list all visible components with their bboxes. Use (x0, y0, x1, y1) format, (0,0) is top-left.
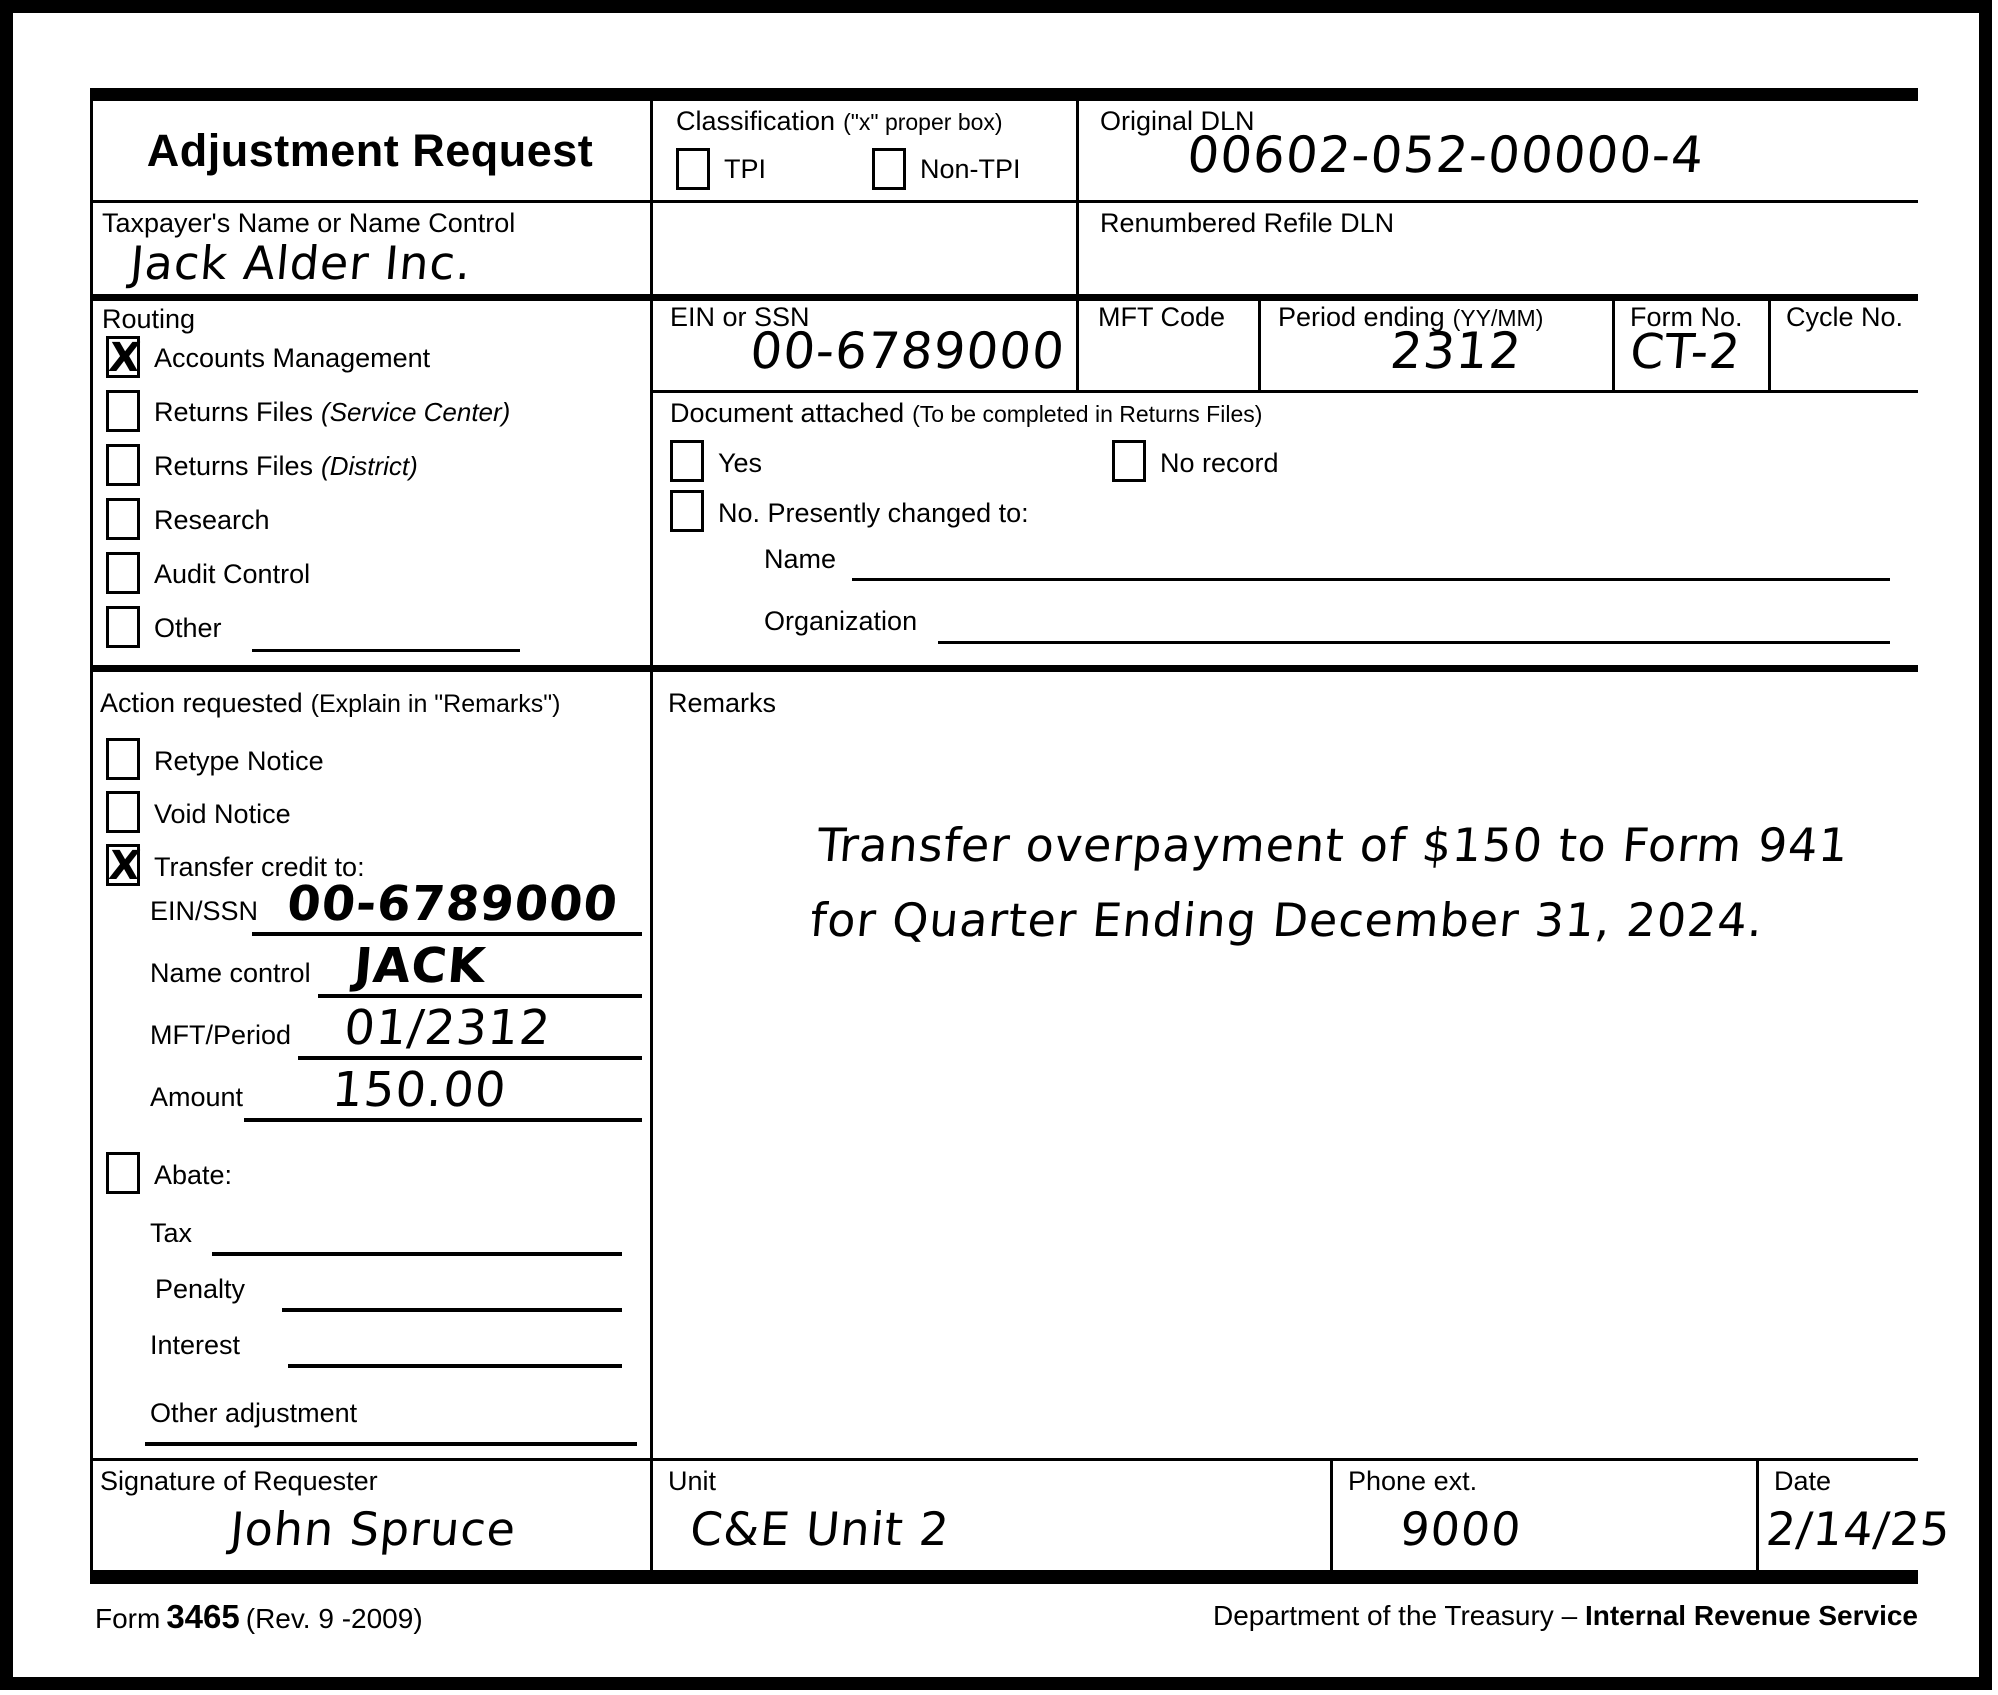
rule-einrow-bottom (650, 390, 1918, 393)
tpi-label: TPI (724, 154, 767, 184)
classification-label: Classification (676, 106, 836, 136)
abate-penalty-label: Penalty (155, 1274, 246, 1304)
phone-ext-label: Phone ext. (1348, 1466, 1478, 1496)
transfer-credit-checkbox[interactable] (106, 843, 143, 889)
routing-checkbox-other[interactable] (106, 606, 140, 648)
remarks-label: Remarks (668, 688, 777, 718)
routing-other-field[interactable] (252, 649, 520, 652)
abate-checkbox[interactable] (106, 1152, 140, 1194)
mft-period-value: 01/2312 (342, 1000, 554, 1056)
footer-revision: (Rev. 9 -2009) (245, 1603, 423, 1634)
doc-name-label: Name (764, 544, 837, 574)
mft-period-field[interactable] (298, 1056, 642, 1060)
name-control-value: JACK (352, 938, 489, 994)
classification-header (676, 106, 1003, 137)
abate-interest-label: Interest (150, 1330, 241, 1360)
ein-ssn-label: EIN or SSN (670, 302, 810, 332)
routing-item-research (154, 505, 270, 536)
non-tpi-checkbox[interactable] (872, 148, 906, 190)
routing-checkbox-accounts-management[interactable] (106, 335, 143, 381)
rule-dln-divider (1076, 88, 1079, 393)
name-control-field[interactable] (318, 994, 642, 998)
rule-left-border (90, 88, 93, 1584)
footer-irs: Internal Revenue Service (1584, 1600, 1918, 1631)
document-attached-header (670, 398, 1262, 429)
classification-note: ("x" proper box) (843, 109, 1003, 135)
rule-row2-bottom (90, 294, 1918, 301)
routing-checkbox-audit-control[interactable] (106, 552, 140, 594)
routing-label: Routing (102, 304, 196, 334)
routing-item-note: (District) (321, 451, 418, 481)
routing-mark-accounts-management: X (106, 335, 143, 381)
unit-value: C&E Unit 2 (688, 1502, 952, 1556)
action-requested-label: Action requested (100, 688, 303, 718)
void-notice-checkbox[interactable] (106, 791, 140, 833)
signature-of-requester-label: Signature of Requester (100, 1466, 378, 1496)
date-label: Date (1774, 1466, 1832, 1496)
period-ending-value: 2312 (1388, 322, 1525, 380)
other-adjustment-label: Other adjustment (150, 1398, 358, 1428)
transfer-credit-checkbox-mark: X (106, 843, 143, 889)
transfer-credit-label: Transfer credit to: (154, 852, 365, 882)
retype-notice-checkbox[interactable] (106, 738, 140, 780)
rule-top-thick (90, 88, 1918, 101)
amount-label: Amount (150, 1082, 244, 1112)
routing-item-label: Other (154, 613, 222, 643)
rule-bottom-thick (90, 1570, 1918, 1584)
rule-column-divider (650, 88, 653, 1584)
ein-ssn-value: 00-6789000 (748, 322, 1068, 380)
name-control-label: Name control (150, 958, 311, 988)
signature-of-requester-value: John Spruce (228, 1502, 519, 1556)
routing-item-returns-files-service-center (154, 397, 510, 428)
footer-form-id (95, 1598, 423, 1636)
void-notice-label: Void Notice (154, 799, 291, 829)
taxpayer-name-value: Jack Alder Inc. (128, 236, 474, 290)
abate-penalty-field[interactable] (282, 1308, 622, 1312)
rule-period-divider (1612, 294, 1615, 393)
doc-no-record-checkbox[interactable] (1112, 440, 1146, 482)
doc-no-changed-checkbox[interactable] (670, 490, 704, 532)
remarks-line-1: Transfer overpayment of $150 to Form 941 (815, 818, 1852, 872)
routing-item-label: Research (154, 505, 270, 535)
period-ending-label: Period ending (1278, 302, 1445, 332)
rule-formno-divider (1768, 294, 1771, 393)
routing-item-returns-files-district (154, 451, 418, 482)
routing-item-other (154, 613, 222, 644)
renumbered-refile-dln-label: Renumbered Refile DLN (1100, 208, 1395, 238)
rule-phone-divider (1756, 1458, 1759, 1570)
date-value: 2/14/25 (1764, 1502, 1954, 1556)
doc-no-changed-label: No. Presently changed to: (718, 498, 1029, 528)
original-dln-label: Original DLN (1100, 106, 1255, 136)
abate-interest-field[interactable] (288, 1364, 622, 1368)
taxpayer-name-label: Taxpayer's Name or Name Control (102, 208, 516, 238)
doc-organization-label: Organization (764, 606, 918, 636)
rule-mft-divider (1258, 294, 1261, 393)
action-requested-header (100, 688, 560, 719)
doc-yes-label: Yes (718, 448, 763, 478)
routing-item-label: Accounts Management (154, 343, 431, 373)
footer-agency (1213, 1600, 1918, 1632)
abate-label: Abate: (154, 1160, 233, 1190)
amount-field[interactable] (244, 1118, 642, 1122)
routing-item-accounts-management (154, 343, 438, 374)
unit-label: Unit (668, 1466, 717, 1496)
amount-value: 150.00 (330, 1062, 509, 1118)
footer-department: Department of the Treasury – (1212, 1600, 1585, 1631)
rule-signature-top (90, 1458, 1918, 1461)
routing-checkbox-returns-files-district[interactable] (106, 444, 140, 486)
doc-name-field[interactable] (852, 578, 1890, 581)
doc-organization-field[interactable] (938, 641, 1890, 644)
other-adjustment-field[interactable] (145, 1442, 637, 1446)
doc-no-record-label: No record (1160, 448, 1279, 478)
mft-code-label: MFT Code (1098, 302, 1226, 332)
transfer-ein-value: 00-6789000 (285, 876, 621, 932)
document-attached-label: Document attached (670, 398, 905, 428)
rule-unit-divider (1330, 1458, 1333, 1570)
cycle-no-label: Cycle No. (1786, 302, 1904, 332)
original-dln-value: 00602-052-00000-4 (1185, 126, 1707, 184)
period-ending-note: (YY/MM) (1452, 305, 1544, 331)
routing-checkbox-returns-files-service-center[interactable] (106, 390, 140, 432)
routing-item-audit-control (154, 559, 310, 590)
abate-tax-field[interactable] (212, 1252, 622, 1256)
tpi-checkbox[interactable] (676, 148, 710, 190)
form-no-value: CT-2 (1628, 324, 1744, 380)
transfer-ein-label: EIN/SSN (150, 896, 259, 926)
mft-period-label: MFT/Period (150, 1020, 292, 1050)
routing-item-note: (Service Center) (321, 397, 511, 427)
document-attached-note: (To be completed in Returns Files) (912, 401, 1263, 427)
rule-row1-bottom (90, 200, 1918, 203)
routing-checkbox-research[interactable] (106, 498, 140, 540)
transfer-ein-field[interactable] (252, 932, 642, 936)
footer-form-number: 3465 (166, 1598, 240, 1635)
form-no-label: Form No. (1630, 302, 1743, 332)
form-title: Adjustment Request (146, 124, 594, 176)
abate-tax-label: Tax (150, 1218, 193, 1248)
phone-ext-value: 9000 (1398, 1502, 1524, 1556)
routing-item-label: Returns Files (154, 397, 314, 427)
non-tpi-label: Non-TPI (920, 154, 1021, 184)
remarks-line-2: for Quarter Ending December 31, 2024. (808, 893, 1766, 947)
footer-form-word: Form (95, 1603, 161, 1634)
routing-item-label: Returns Files (154, 451, 314, 481)
doc-yes-checkbox[interactable] (670, 440, 704, 482)
rule-midsection-bottom (90, 665, 1918, 672)
routing-item-label: Audit Control (154, 559, 311, 589)
retype-notice-label: Retype Notice (154, 746, 324, 776)
action-requested-note: (Explain in "Remarks") (310, 690, 561, 718)
